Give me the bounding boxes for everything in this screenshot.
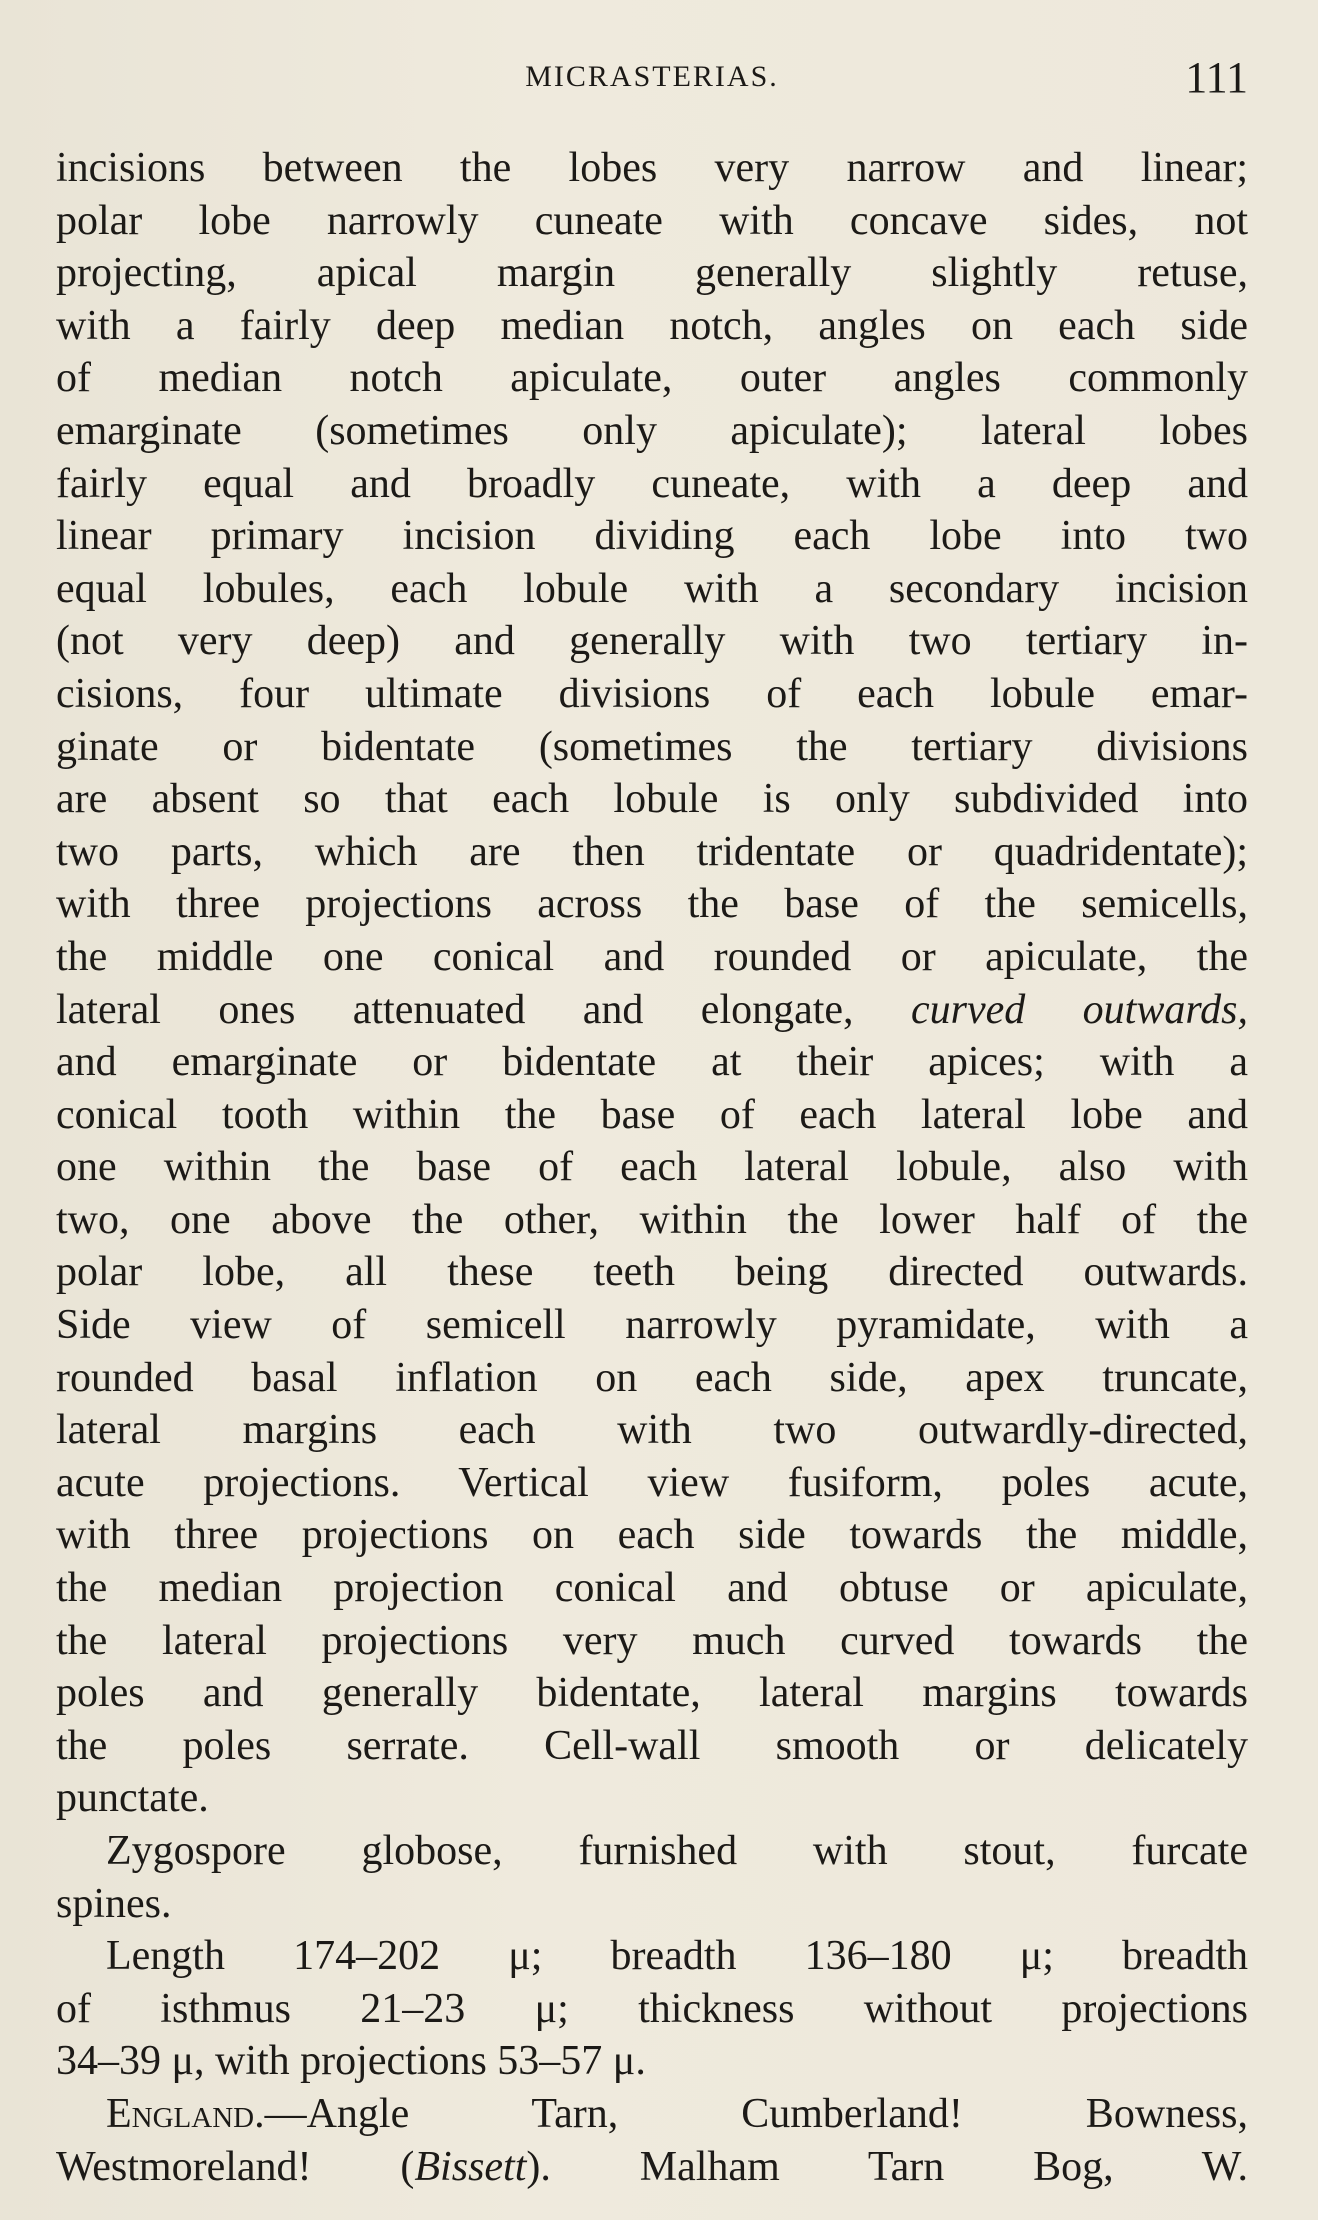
text-line: are absent so that each lobule is only subdivided into [56, 776, 1248, 823]
text-line: one within the base of each lateral lobule, also with [56, 1144, 1248, 1191]
locality-line [56, 2088, 1248, 2141]
text-line: Side view of semicell narrowly pyramidate, with a [56, 1302, 1248, 1349]
text-line: emarginate (sometimes only apiculate); lateral lobes [56, 407, 1248, 454]
text-line: punctate. [56, 1775, 209, 1822]
text-line: the middle one conical and rounded or apiculate, the [56, 933, 1248, 980]
text-line: acute projections. Vertical view fusiform, poles acute, [56, 1459, 1248, 1506]
text-line: cisions, four ultimate divisions of each lobule emar- [56, 670, 1248, 717]
zygospore-line: Zygospore globose, furnished with stout, furcate [106, 1828, 1248, 1874]
locality-country: England [106, 2090, 255, 2137]
page-number: 111 [1185, 53, 1248, 102]
measurement-line: 34–39 μ, with projections 53–57 μ. [56, 2038, 646, 2085]
text-line: incisions between the lobes very narrow and linear; [56, 145, 1248, 191]
running-title: MICRASTERIAS. [525, 60, 779, 93]
measurement-line: of isthmus 21–23 μ; thickness without projections [56, 1985, 1248, 2032]
text-fragment: lateral ones attenuated and elongate, [56, 986, 854, 1033]
text-line: linear primary incision dividing each lobe into two [56, 513, 1248, 560]
description-text [56, 142, 1248, 2193]
text-line: of median notch apiculate, outer angles commonly [56, 355, 1248, 402]
text-line: rounded basal inflation on each side, apex truncate, [56, 1354, 1248, 1401]
text-line: polar lobe, all these teeth being directed outwards. [56, 1249, 1248, 1296]
locality-text: .—Angle Tarn, Cumberland! Bowness, [254, 2090, 1248, 2137]
text-line: two, one above the other, within the lower half of the [56, 1196, 1248, 1243]
text-line: (not very deep) and generally with two tertiary in- [56, 618, 1248, 665]
locality-text: Westmoreland! ( [56, 2143, 415, 2190]
italic-phrase: curved outwards, [910, 986, 1248, 1033]
text-line: the poles serrate. Cell-wall smooth or delicately [56, 1722, 1248, 1769]
text-line-with-italic [56, 984, 1248, 1037]
running-head [56, 52, 1248, 102]
text-line: with three projections on each side towards the middle, [56, 1512, 1248, 1559]
measurement-line: Length 174–202 μ; breadth 136–180 μ; breadth [106, 1933, 1248, 1980]
text-line: projecting, apical margin generally slightly retuse, [56, 250, 1248, 297]
text-line: lateral margins each with two outwardly-directed, [56, 1407, 1248, 1454]
text-line: the median projection conical and obtuse or apiculate, [56, 1565, 1248, 1612]
locality-text: ). Malham Tarn Bog, W. [526, 2143, 1249, 2190]
zygospore-line: spines. [56, 1880, 172, 1927]
collector-name: Bissett [414, 2143, 527, 2190]
text-line: conical tooth within the base of each lateral lobe and [56, 1091, 1248, 1138]
locality-line [56, 2141, 1248, 2194]
text-line: polar lobe narrowly cuneate with concave sides, not [56, 197, 1248, 244]
text-line: with a fairly deep median notch, angles on each side [56, 302, 1248, 349]
text-line: and emarginate or bidentate at their apices; with a [56, 1039, 1248, 1086]
text-line: equal lobules, each lobule with a secondary incision [56, 565, 1248, 612]
text-line: the lateral projections very much curved towards the [56, 1617, 1248, 1664]
text-line: fairly equal and broadly cuneate, with a deep and [56, 460, 1248, 507]
text-line: ginate or bidentate (sometimes the tertiary divisions [56, 723, 1248, 770]
text-line: with three projections across the base of the semicells, [56, 881, 1248, 928]
text-line: poles and generally bidentate, lateral margins towards [56, 1670, 1248, 1717]
text-line: two parts, which are then tridentate or quadridentate); [56, 828, 1248, 875]
